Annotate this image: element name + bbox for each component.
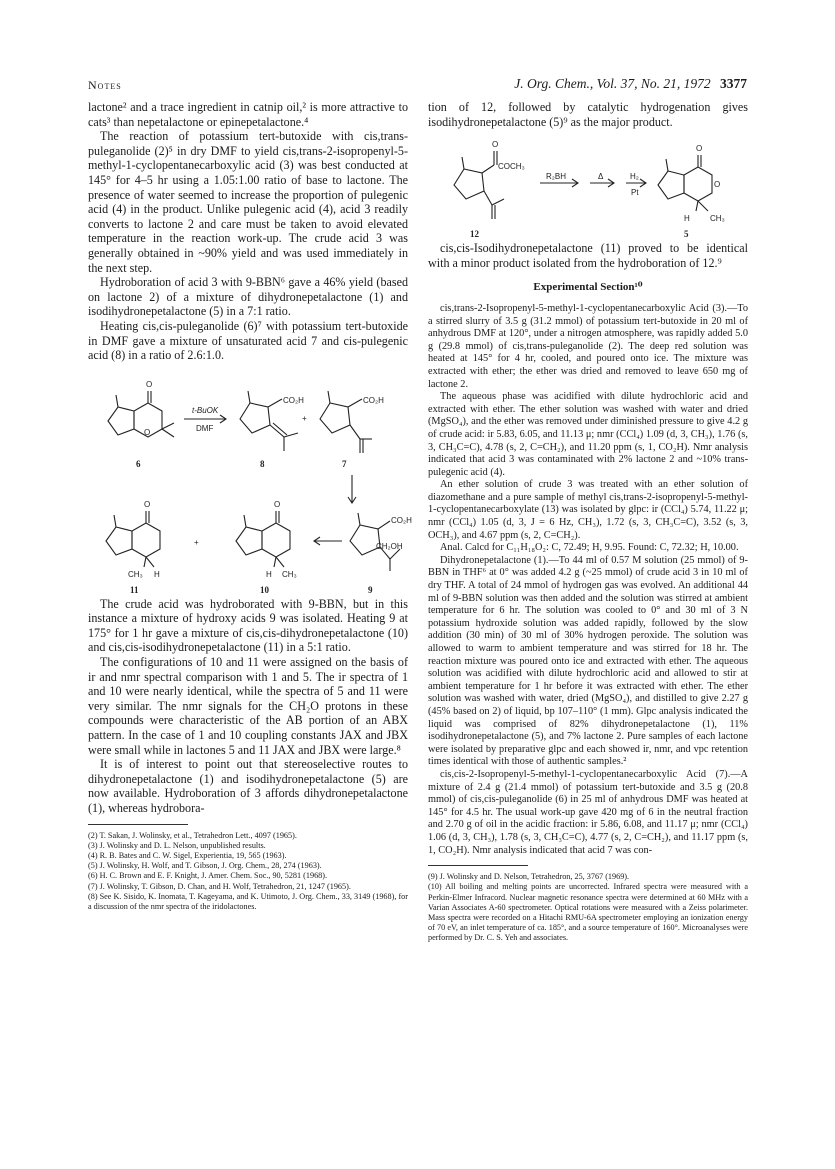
ch2oh-label: CH₂OH: [376, 541, 403, 551]
experimental-paragraph: Anal. Calcd for C₁₁H₁₈O₂: C, 72.49; H, 9.95. Found: C, 72.32; H, 10.00.: [440, 542, 739, 554]
footnote: (6) H. C. Brown and E. F. Knight, J. Amer. Chem. Soc., 90, 5281 (1968).: [88, 871, 328, 881]
compound-number-12: 12: [470, 229, 479, 240]
reagent-bottom-label: DMF: [196, 423, 214, 433]
footnote: (8) See K. Sisido, K. Inomata, T. Kageyama, and K. Utimoto, J. Org. Chem., 33, 3149 (1968), for a discussion of the nmr spectra of the iridolactones.: [88, 891, 408, 912]
experimental-paragraph: An ether solution of crude 3 was treated with an ether solution of diazomethane and a pure sample of methyl cis,trans-2-isopropenyl-5-methyl-1-cyclopentanecarboxylate (13) was isolated by glpc: ir (CCl₄) 5.74, 11.22 μ; nmr (CCl₄) 1.05 (d, 3, J = 6 Hz, CH₃), 1.72 (s, 3, CH₃C=C), 3.52 (s, 3, OCH₃), and 4.67 ppm (s, 2, C=CH₂).: [428, 479, 748, 541]
carbonyl-label: O: [492, 140, 499, 150]
methyl-label: CH₃: [710, 214, 725, 224]
compound-number-10: 10: [260, 584, 269, 595]
compound-number-5: 5: [684, 229, 689, 240]
reaction-scheme-right: [428, 129, 748, 241]
reaction-scheme-left: [88, 363, 412, 597]
experimental-paragraph: cis,trans-2-Isopropenyl-5-methyl-1-cyclopentanecarboxylic Acid (3).—To a stirred slurry of 3.5 g (31.2 mmol) of potassium tert-butoxide in 20 ml of anhydrous DMF at 120°, under a nitrogen atmosphere, was rapidly added 5.0 g (29.8 mmol) of cis,trans-puleganolide (2). The deep red solution was heated at 145° for 4 hr, cooled, and poured onto ice. The mixture was extracted with ether; the ether was dried and removed to leave 650 mg of lactone 2.: [428, 302, 748, 390]
carbonyl-label: O: [146, 379, 153, 389]
footnote: (9) J. Wolinsky and D. Nelson, Tetrahedron, 25, 3767 (1969).: [428, 872, 630, 882]
co2h-label: CO₂H: [283, 395, 304, 405]
scheme-drawing: [428, 129, 748, 241]
compound-number-11: 11: [130, 584, 139, 595]
hydrogen-label: H: [684, 214, 690, 224]
paragraph: Heating cis,cis-puleganolide (6)⁷ with potassium tert-butoxide in DMF gave a mixture of unsaturated acid 7 and cis-pulegenic acid (8) in a ratio of 2.6:1.0.: [88, 318, 408, 363]
running-header: [514, 76, 747, 92]
footnotes-left: [88, 831, 408, 913]
ring-oxygen-label: O: [714, 180, 721, 190]
paragraph: The reaction of potassium tert-butoxide with cis,trans-puleganolide (2)⁵ in dry DMF to yield cis,trans-2-isopropenyl-5-methyl-1-cyclopentanecarboxylic acid (3) was best conducted at 145° for 4–5 hr using a 1.05:1.00 ratio of base to lactone. The presence of water seemed to increase the proportion of pulegenic acid (4) in the product. Unlike pulegenic acid (4), acid 3 readily converts to lactone 2 and care must be taken to avoid elevated temperature in the reaction work-up. The crude acid 3 was generally obtained in ~90% yield and was used immediately in the next step.: [88, 129, 408, 275]
compound-number-9: 9: [368, 584, 373, 595]
hydrogen-label: H: [154, 569, 160, 579]
carbonyl-label: O: [144, 499, 151, 509]
reagent-top-label: t-BuOK: [192, 405, 219, 415]
footnotes-right: [428, 872, 748, 943]
compound-number-6: 6: [136, 458, 141, 469]
coch3-label: COCH₃: [498, 162, 525, 172]
section-title: Experimental Section¹⁰: [533, 281, 643, 294]
footnote-divider: [428, 865, 528, 866]
footnote: (4) R. B. Bates and C. W. Sigel, Experientia, 19, 565 (1963).: [88, 851, 287, 860]
journal-citation: J. Org. Chem., Vol. 37, No. 21, 1972: [514, 76, 711, 91]
co2h-label: CO₂H: [391, 515, 412, 525]
h2-label: H₂: [630, 172, 639, 182]
footnote-divider: [88, 824, 188, 825]
plus-sign: +: [194, 537, 199, 547]
paragraph: lactone² and a trace ingredient in catnip oil,² is more attractive to cats³ than nepetalactone or epinepetalactone.⁴: [88, 100, 408, 129]
co2h-label: CO₂H: [363, 395, 384, 405]
pt-label: Pt: [631, 188, 639, 198]
compound-number-8: 8: [260, 458, 265, 469]
paragraph: It is of interest to point out that stereoselective routes to dihydronepetalactone (1) and isodihydronepetalactone (5) are now available. Hydroboration of 3 affords dihydronepetalactone (1), whereas hydrobora-: [88, 757, 408, 815]
section-header: Notes: [88, 78, 122, 92]
footnote: (5) J. Wolinsky, H. Wolf, and T. Gibson, J. Org. Chem., 28, 274 (1963).: [88, 861, 322, 871]
right-column: [428, 100, 748, 944]
footnote: (10) All boiling and melting points are uncorrected. Infrared spectra were measured with a Perkin-Elmer Infracord. Nuclear magnetic resonance spectra were determined at 60 MHz with a Varian Associates A-60 spectrometer. Optical rotations were measured with a Zeiss polarimeter. Mass spectra were recorded on a Hitachi RMU-6A spectrometer employing an ionization energy of 70 eV, an inlet temperature of ca. 185°, and a source temperature of 160°. Microanalyses were performed by Dr. C. S. Yeh and associates.: [428, 882, 748, 943]
heat-label: Δ: [598, 172, 604, 182]
methyl-label: CH₃: [282, 569, 297, 579]
plus-sign: +: [302, 413, 307, 423]
ring-oxygen-label: O: [144, 427, 151, 437]
page-number: 3377: [720, 76, 747, 91]
experimental-paragraph: The aqueous phase was acidified with dilute hydrochloric acid and extracted with ether. The ether solution was washed with water and dried (MgSO₄), and the ether was removed under diminished pressure to give 4.2 g of crude acid: ir 5.83, 6.05, and 11.13 μ; nmr (CCl₄) 1.09 (d, 3, CH₃), 1.76 (s, 3, CH₃C=C), 4.78 (s, 2, C=CH₂), and 11.20 ppm (s, 1, CO₂H). Nmr analysis indicated that acid 3 was contaminated with 2% lactone 2 and ~10% trans-pulegenic acid (4).: [428, 391, 748, 478]
scheme-drawing: [88, 363, 412, 597]
paragraph: Hydroboration of acid 3 with 9-BBN⁶ gave a 46% yield (based on lactone 2) of a mixture of dihydronepetalactone (1) and isodihydronepetalactone (5) in a 7:1 ratio.: [88, 275, 408, 319]
paragraph: cis,cis-Isodihydronepetalactone (11) proved to be identical with a minor product isolated from the hydroboration of 12.⁹: [428, 241, 748, 270]
compound-number-7: 7: [342, 458, 347, 469]
r2bh-label: R₂BH: [546, 172, 566, 182]
paragraph: The crude acid was hydroborated with 9-BBN, but in this instance a mixture of hydroxy acids 9 was isolated. Heating 9 at 175° for 1 hr gave a mixture of cis,cis-dihydronepetalactone (10) and cis,cis-isodihydronepetalactone (11) in a 5:1 ratio.: [88, 596, 408, 655]
methyl-label: CH₃: [128, 569, 143, 579]
paragraph: tion of 12, followed by catalytic hydrogenation gives isodihydronepetalactone (5)⁹ as the major product.: [428, 100, 748, 129]
footnote: (3) J. Wolinsky and D. L. Nelson, unpublished results.: [88, 840, 266, 850]
carbonyl-label: O: [274, 499, 281, 509]
hydrogen-label: H: [266, 569, 272, 579]
footnote: (7) J. Wolinsky, T. Gibson, D. Chan, and H. Wolf, Tetrahedron, 21, 1247 (1965).: [88, 881, 351, 891]
experimental-paragraph: cis,cis-2-Isopropenyl-5-methyl-1-cyclopentanecarboxylic Acid (7).—A mixture of 2.4 g (21.4 mmol) of potassium tert-butoxide and 3.5 g (20.8 mmol) of cis,cis-puleganolide (6) in 25 ml of anhydrous DMF was heated at 145° for 4.5 hr. The usual work-up gave 420 mg of 6 in the neutral fraction and 2.70 g of oil in the acidic fraction: ir 5.86, 6.08, and 11.17 μ; nmr (CCl₄) 1.06 (d, 3, CH₃), 1.78 (s, 3, CH₃C=C), 4.77 (s, 2, C=CH₂), and 11.17 ppm (s, 1, CO₂H). Nmr analysis indicated that acid 7 was con-: [428, 768, 748, 856]
paragraph: The configurations of 10 and 11 were assigned on the basis of ir and nmr spectral comparison with 1 and 5. The ir spectra of 1 and 10 were nearly identical, while the spectra of 5 and 11 were very similar. The nmr signals for the CH₂O protons in these compounds were characteristic of the AB portion of an ABX pattern. In the case of 1 and 10 coupling constants JAX and JBX were small while in lactones 5 and 11 JAX and JBX were large.⁸: [88, 655, 408, 757]
footnote: (2) T. Sakan, J. Wolinsky, et al., Tetrahedron Lett., 4097 (1965).: [88, 830, 297, 840]
experimental-paragraph: Dihydronepetalactone (1).—To 44 ml of 0.57 M solution (25 mmol) of 9-BBN in THF⁶ at 0° was added 4.2 g (~25 mmol) of crude acid 3 in 10 ml of dry THF. A total of 24 mmol of hydrogen gas was evolved. An additional 44 ml of 9-BBN solution was then added and the solution was stirred at ambient temperature for 6 hr. The solution was cooled to 0° and 30 ml of 3 N potassium hydroxide solution was added rapidly, followed by the slow addition (30 min) of 30 ml of 30% hydrogen peroxide. The solution was allowed to warm to ambient temperature and was stirred for 18 hr. The reaction mixture was poured onto ice and extracted with ether. The aqueous solution was acidified with dilute hydrochloric acid and allowed to stir at ambient temperature for 1 hr before it was extracted with ether. The ether solution was washed with water, dried (MgSO₄), and distilled to give 2.27 g (45% based on 2) of liquid, bp 107–110° (1 mm). Glpc analysis indicated the liquid was comprised of 82% dihydronepetalactone (1), 11% isodihydronepetalactone (5), and 7% lactone 2. Pure samples of each lactone were isolated by preparative glpc and each showed ir, nmr, and vpc retention times identical with those of authentic samples.²: [428, 554, 748, 768]
carbonyl-label: O: [696, 144, 703, 154]
left-column: [88, 100, 412, 912]
